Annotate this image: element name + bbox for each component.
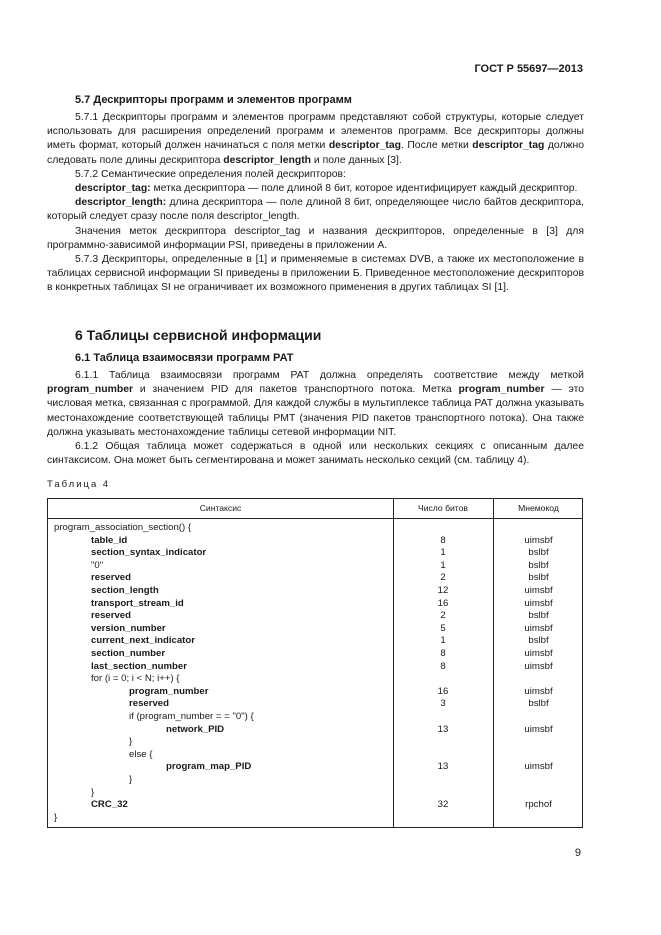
table-header [48,499,582,519]
syntax-cell: if (program_number = = "0") { [129,711,254,722]
syntax-cell: table_id [91,534,128,546]
section-6-1-body [47,369,584,468]
table-row [48,535,582,548]
bits-cell: 3 [440,698,446,710]
syntax-cell: } [54,811,58,823]
syntax-cell: section_syntax_indicator [91,547,207,559]
bits-cell: 8 [440,660,446,672]
bits-cell: 5 [440,622,446,634]
mnemonic-cell: bslbf [528,547,549,559]
mnemonic-cell: bslbf [528,635,549,647]
bits-cell: 1 [440,559,446,571]
syntax-cell: program_number [129,685,209,697]
syntax-cell: "0" [91,559,104,571]
table-row [48,724,582,737]
section-5-7-body [47,111,584,296]
table-row [48,522,582,535]
bits-cell: 8 [440,648,446,659]
syntax-cell: } [129,736,133,748]
syntax-cell: program_map_PID [166,761,252,773]
table-row [48,572,582,585]
syntax-cell: reserved [129,698,170,710]
paragraph-5-7-3: 5.7.3 Дескрипторы, определенные в [1] и применяемые в системах DVB, а также их местоположение в таблицах сервисной информации SI приведены в приложении Б. Приведенное местоположение дескрипторов в конкретных таблицах SI не ограничивает их возможного применения в других таблицах SI [1]. [47,254,584,294]
table-row [48,711,582,724]
mnemonic-cell: uimsbf [524,622,553,634]
bits-cell: 1 [440,635,446,647]
table-row [48,749,582,762]
mnemonic-cell: uimsbf [524,648,553,659]
section-5-7-heading: 5.7 Дескрипторы программ и элементов программ [75,94,352,106]
mnemonic-cell: uimsbf [524,597,553,609]
syntax-cell: } [91,786,95,798]
table-row [48,686,582,699]
header-mnemonic: Мнемокод [518,503,559,513]
syntax-table [47,498,583,828]
syntax-cell: } [129,774,133,785]
syntax-cell: version_number [91,622,166,634]
table-row [48,560,582,573]
syntax-cell: last_section_number [91,660,187,672]
syntax-cell: else { [129,748,153,760]
table-row [48,598,582,611]
mnemonic-cell: uimsbf [524,534,553,546]
table-row [48,761,582,774]
mnemonic-cell: uimsbf [524,723,553,735]
section-6-heading: 6 Таблицы сервисной информации [75,327,322,343]
mnemonic-cell: bslbf [528,610,549,622]
table-row [48,787,582,800]
bits-cell: 13 [437,761,449,773]
mnemonic-cell: uimsbf [524,660,553,672]
table-row [48,736,582,749]
table-row [48,774,582,787]
syntax-cell: section_number [91,648,166,659]
table-row [48,698,582,711]
header-bits: Число битов [417,503,468,513]
syntax-cell: for (i = 0; i < N; i++) { [91,673,180,685]
mnemonic-cell: uimsbf [524,685,553,697]
mnemonic-cell: uimsbf [524,761,553,773]
paragraph-6-1-1: 6.1.1 Таблица взаимосвязи программ PAT должна определять соответствие между меткой program_number и значением PID для пакетов транспортного потока. Метка program_number — это числовая метка, связанная с программой. Для каждой службы в мультиплексе таблица PAT должна указывать местонахождение соответствующей таблицы PMT (значения PID пакетов транспортного потока). Она также должна указывать местонахождение таблицы сетевой информации NIT. [47,370,584,438]
table-row [48,585,582,598]
table-row [48,648,582,661]
mnemonic-cell: bslbf [528,559,549,571]
table-row [48,661,582,674]
bits-cell: 1 [440,547,446,559]
table-row [48,635,582,648]
bits-cell: 32 [437,799,449,811]
paragraph-5-7-2: 5.7.2 Семантические определения полей дескрипторов: [75,168,346,180]
syntax-cell: reserved [91,572,132,584]
table-caption: Таблица 4 [47,479,111,490]
bits-cell: 16 [437,685,449,697]
mnemonic-cell: rpchof [525,799,552,811]
bits-cell: 12 [437,585,449,596]
table-row [48,812,582,825]
bits-cell: 16 [437,597,449,609]
bits-cell: 8 [440,534,446,546]
mnemonic-cell: bslbf [528,572,549,584]
mnemonic-cell: bslbf [528,698,549,710]
paragraph-6-1-2: 6.1.2 Общая таблица может содержаться в одной или нескольких секциях с описанным далее синтаксисом. Она может быть сегментирована и может занимать несколько секций (см. таблицу 4). [47,441,584,467]
syntax-cell: section_length [91,585,159,596]
syntax-cell: CRC_32 [91,799,128,811]
syntax-cell: network_PID [166,723,225,735]
table-row [48,673,582,686]
syntax-cell: program_association_section() { [54,522,192,533]
bits-cell: 2 [440,572,446,584]
syntax-cell: current_next_indicator [91,635,195,647]
bits-cell: 13 [437,723,449,735]
table-row [48,547,582,560]
paragraph-descriptor-length: descriptor_length: длина дескриптора — поле длиной 8 бит, определяющее число байтов дескриптора, который следует сразу после поля descriptor_length. [47,197,584,223]
table-row [48,623,582,636]
table-row [48,610,582,623]
paragraph-tag-values: Значения меток дескриптора descriptor_tag и названия дескрипторов, определенные в [3] для программно-зависимой информации PSI, приведены в приложении А. [47,225,584,251]
section-6-1-heading: 6.1 Таблица взаимосвязи программ PAT [75,352,294,364]
syntax-cell: transport_stream_id [91,597,184,609]
page-number: 9 [574,847,581,859]
header-syntax: Синтаксис [199,503,242,513]
table-row [48,799,582,812]
paragraph-descriptor-tag: descriptor_tag: метка дескриптора — поле длиной 8 бит, которое идентифицирует каждый дескриптор. [75,183,578,195]
standard-code: ГОСТ Р 55697—2013 [474,63,583,75]
syntax-cell: reserved [91,610,132,622]
bits-cell: 2 [440,610,446,622]
mnemonic-cell: uimsbf [524,585,553,596]
paragraph-5-7-1: 5.7.1 Дескрипторы программ и элементов программ представляют собой структуры, которые следует использовать для расширения определений программ и элементов программ. Все дескрипторы должны иметь формат, который должен начинаться с поля метки descriptor_tag. После метки descriptor_tag должно следовать поле длины дескриптора descriptor_length и поле данных [3]. [47,112,584,166]
